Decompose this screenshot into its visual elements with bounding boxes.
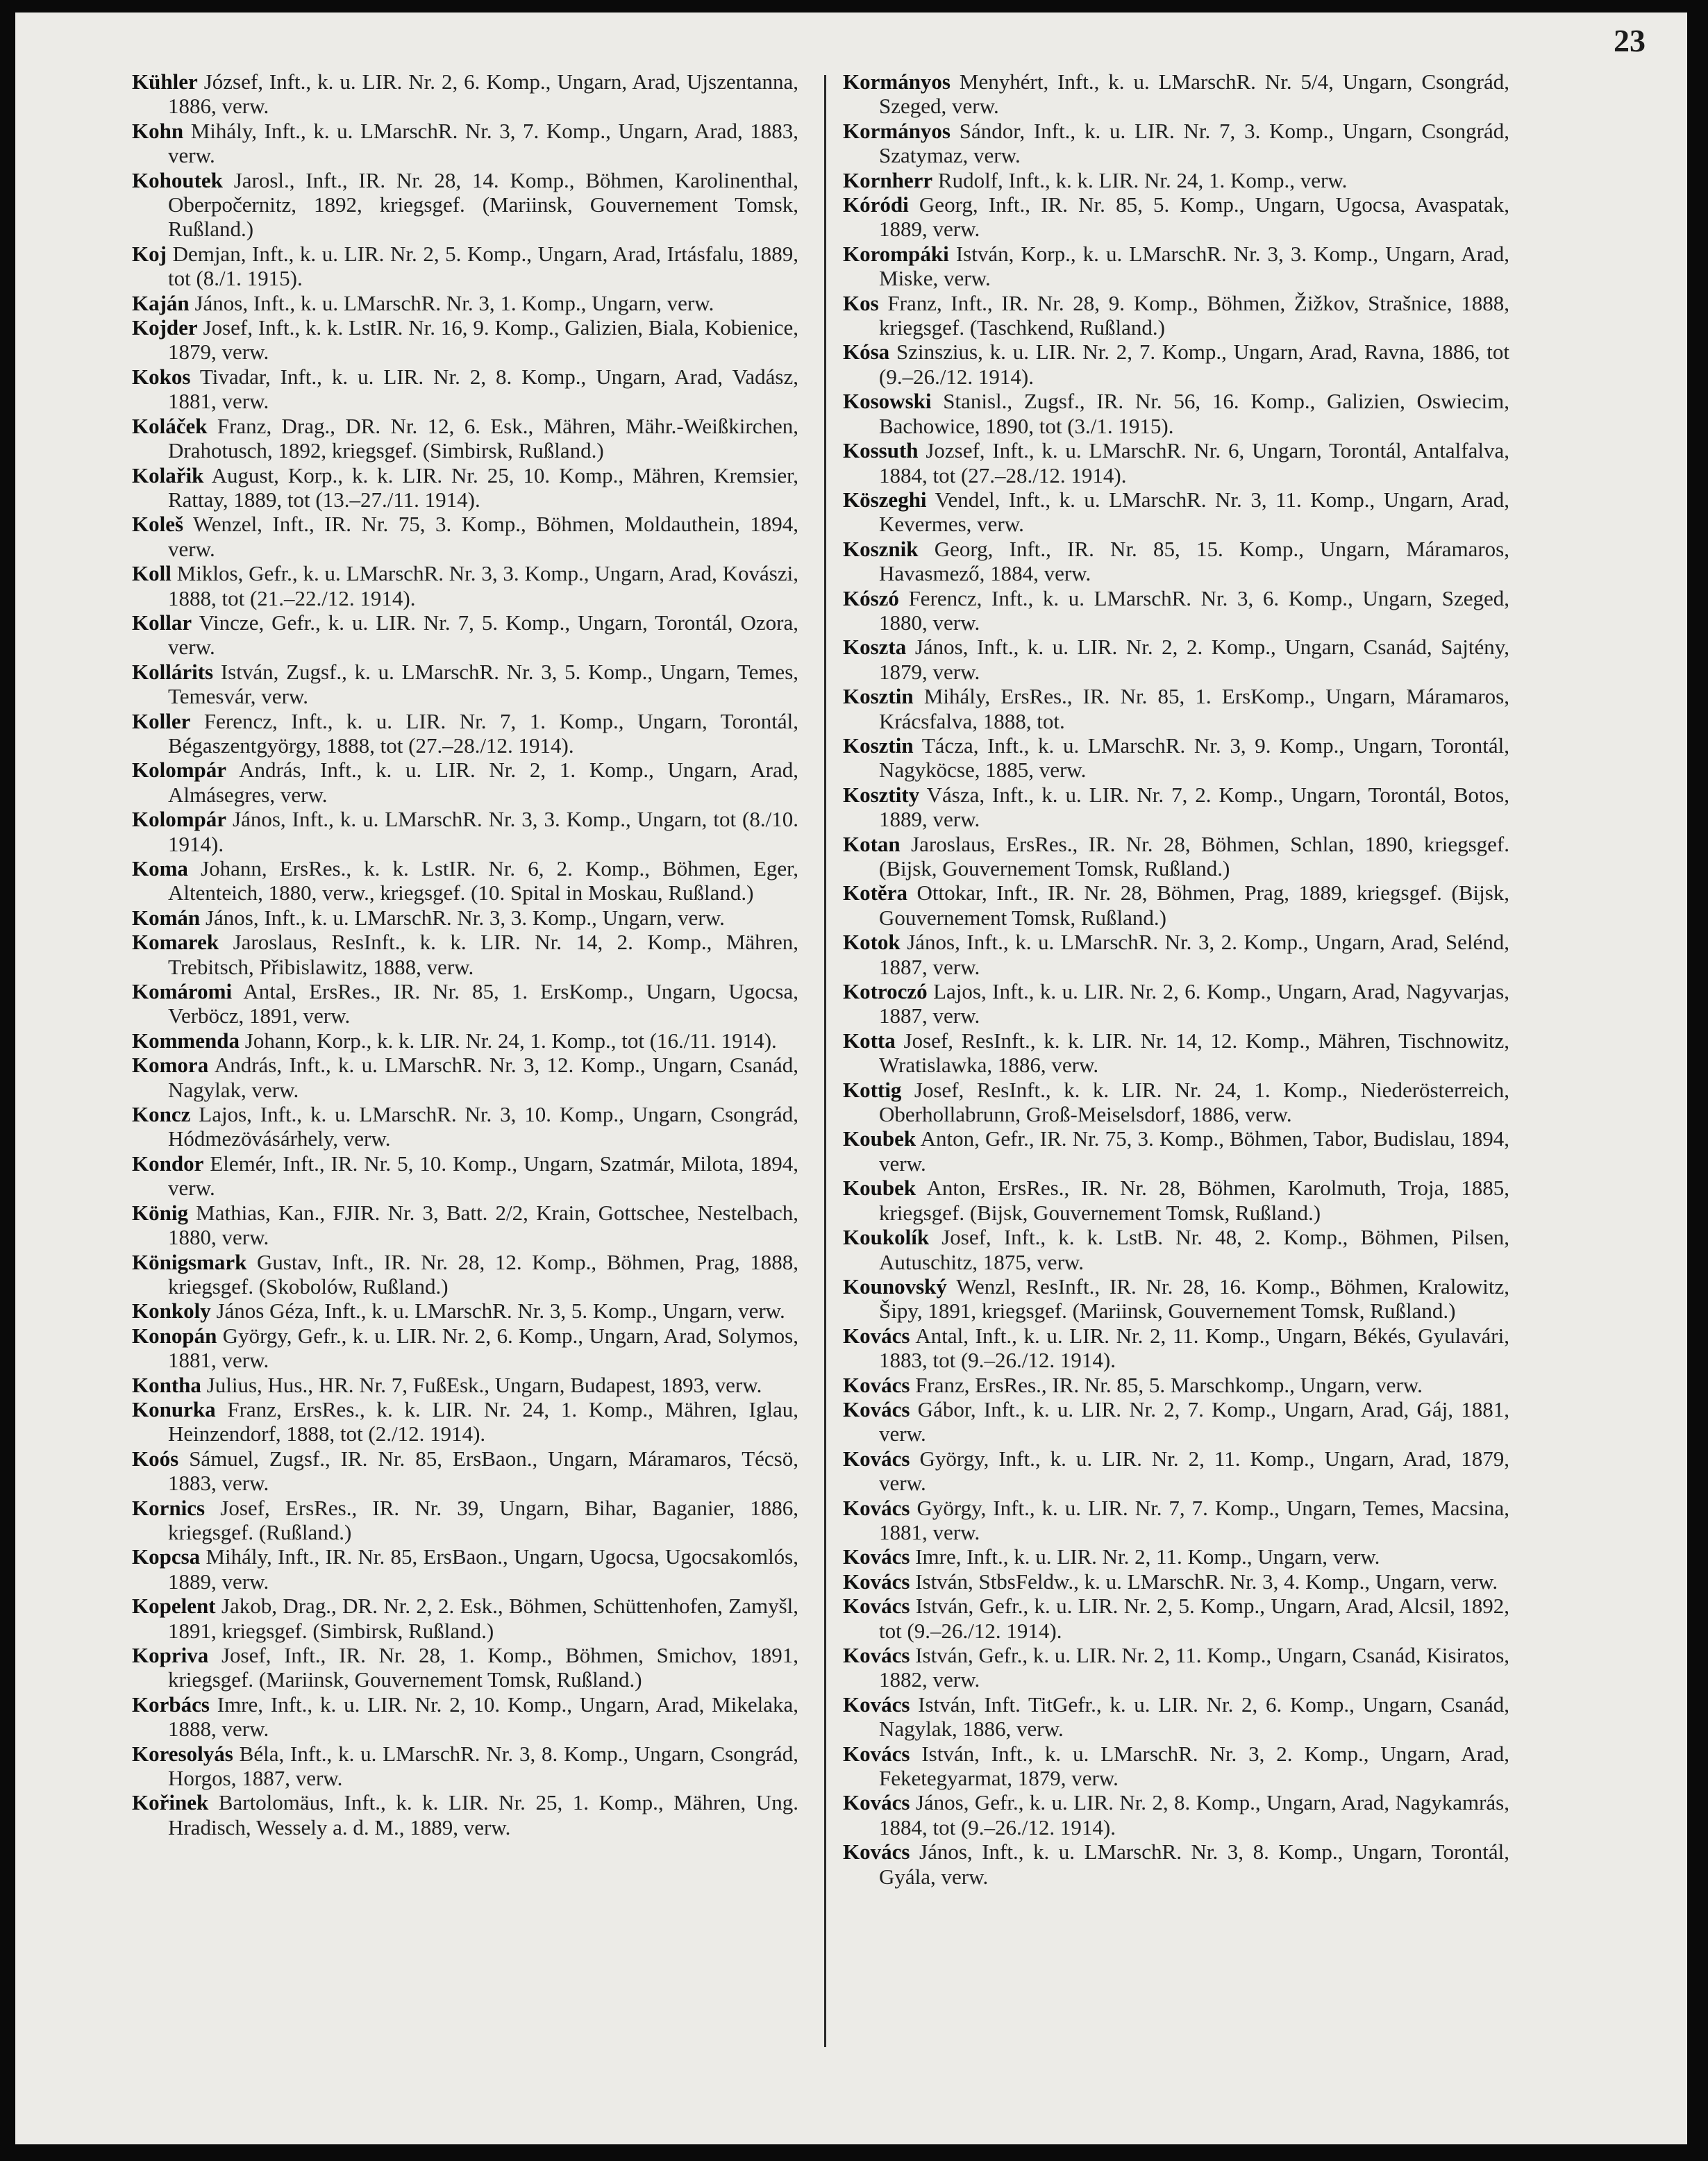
list-entry — [843, 1397, 1509, 1446]
entry-details: György, Inft., k. u. LIR. Nr. 7, 7. Komp., Ungarn, Temes, Macsina, 1881, verw. — [879, 1495, 1510, 1544]
entry-surname: Kovács — [843, 1569, 910, 1594]
entry-details: Tivadar, Inft., k. u. LIR. Nr. 2, 8. Komp., Ungarn, Arad, Vadász, 1881, verw. — [168, 364, 798, 414]
entry-surname: Kontha — [132, 1372, 201, 1397]
right-column — [843, 69, 1509, 1889]
entry-surname: Köszeghi — [843, 487, 927, 512]
list-entry — [132, 906, 798, 930]
list-entry — [843, 1790, 1509, 1839]
entry-surname: Kořinek — [132, 1790, 209, 1815]
entry-surname: Komán — [132, 905, 201, 930]
left-column — [132, 69, 798, 1839]
list-entry — [132, 1790, 798, 1839]
entry-details: István, Zugsf., k. u. LMarschR. Nr. 3, 5. Komp., Ungarn, Temes, Temesvár, verw. — [168, 659, 799, 709]
entry-surname: Komarek — [132, 930, 219, 955]
list-entry — [132, 709, 798, 758]
entry-surname: Kotok — [843, 930, 901, 955]
entry-details: János, Inft., k. u. LMarschR. Nr. 3, 2. Komp., Ungarn, Arad, Selénd, 1887, verw. — [879, 930, 1509, 979]
entry-surname: Kosztin — [843, 733, 914, 758]
list-entry — [132, 930, 798, 979]
entry-surname: Korompáki — [843, 241, 949, 266]
entry-details: Demjan, Inft., k. u. LIR. Nr. 2, 5. Komp., Ungarn, Arad, Irtásfalu, 1889, tot (8./1. 1915). — [168, 241, 799, 291]
list-entry — [132, 1496, 798, 1545]
entry-details: Franz, Inft., IR. Nr. 28, 9. Komp., Böhmen, Žižkov, Strašnice, 1888, kriegsgef. (Taschkend, Rußland.) — [879, 290, 1509, 340]
entry-surname: Kosztity — [843, 782, 920, 807]
entry-details: Mathias, Kan., FJIR. Nr. 3, Batt. 2/2, Krain, Gottschee, Nestelbach, 1880, verw. — [168, 1200, 799, 1250]
entry-surname: Kolařik — [132, 462, 204, 487]
entry-details: Imre, Inft., k. u. LIR. Nr. 2, 11. Komp., Ungarn, verw. — [915, 1544, 1380, 1569]
entry-surname: Kotta — [843, 1028, 896, 1053]
entry-surname: Kottig — [843, 1077, 902, 1102]
list-entry — [843, 635, 1509, 684]
list-entry — [132, 512, 798, 561]
entry-details: Szinszius, k. u. LIR. Nr. 2, 7. Komp., Ungarn, Arad, Ravna, 1886, tot (9.–26./12. 1914). — [879, 340, 1509, 389]
entry-surname: König — [132, 1200, 188, 1225]
entry-details: Josef, ResInft., k. k. LIR. Nr. 24, 1. Komp., Niederösterreich, Oberhollabrunn, Groß-Meiselsdorf, 1886, verw. — [879, 1077, 1509, 1127]
list-entry — [132, 1594, 798, 1643]
entry-surname: Koubek — [843, 1176, 916, 1201]
entry-details: János, Inft., k. u. LMarschR. Nr. 3, 1. Komp., Ungarn, verw. — [194, 290, 714, 315]
list-entry — [132, 1742, 798, 1791]
entry-surname: Kovács — [843, 1372, 910, 1397]
list-entry — [843, 537, 1509, 586]
entry-details: Mihály, Inft., k. u. LMarschR. Nr. 3, 7. Komp., Ungarn, Arad, 1883, verw. — [168, 118, 799, 168]
list-entry — [843, 832, 1509, 881]
list-entry — [132, 979, 798, 1028]
entry-surname: Komáromi — [132, 979, 233, 1004]
list-entry — [132, 561, 798, 610]
entry-details: Miklos, Gefr., k. u. LMarschR. Nr. 3, 3. Komp., Ungarn, Arad, Kovászi, 1888, tot (21.–22./12. 1914). — [168, 561, 798, 610]
list-entry — [132, 168, 798, 242]
entry-surname: Korbács — [132, 1692, 210, 1717]
entry-details: Ferencz, Inft., k. u. LMarschR. Nr. 3, 6. Komp., Ungarn, Szeged, 1880, verw. — [879, 585, 1509, 635]
list-entry — [843, 340, 1509, 389]
entry-surname: Kopelent — [132, 1594, 216, 1619]
entry-details: Elemér, Inft., IR. Nr. 5, 10. Komp., Ungarn, Szatmár, Milota, 1894, verw. — [168, 1151, 799, 1201]
entry-details: Rudolf, Inft., k. k. LIR. Nr. 24, 1. Komp., verw. — [937, 167, 1348, 192]
entry-details: Mihály, ErsRes., IR. Nr. 85, 1. ErsKomp., Ungarn, Máramaros, Krácsfalva, 1888, tot. — [879, 684, 1510, 733]
entry-surname: Kovács — [843, 1643, 910, 1667]
list-entry — [132, 856, 798, 906]
entry-surname: Kollar — [132, 610, 192, 635]
entry-details: Jaroslaus, ResInft., k. k. LIR. Nr. 14, 2. Komp., Mähren, Trebitsch, Přibislawitz, 1888, verw. — [168, 930, 799, 979]
entry-surname: Kondor — [132, 1151, 204, 1176]
list-entry — [132, 1053, 798, 1102]
entry-details: Antal, ErsRes., IR. Nr. 85, 1. ErsKomp., Ungarn, Ugocsa, Verböcz, 1891, verw. — [168, 979, 798, 1028]
entry-details: Sámuel, Zugsf., IR. Nr. 85, ErsBaon., Ungarn, Máramaros, Técsö, 1883, verw. — [168, 1446, 799, 1496]
entry-details: Bartolomäus, Inft., k. k. LIR. Nr. 25, 1. Komp., Mähren, Ung. Hradisch, Wessely a. d. M., 1889, verw. — [168, 1790, 798, 1839]
list-entry — [843, 1496, 1509, 1545]
entry-surname: Koll — [132, 561, 171, 586]
entry-details: Ferencz, Inft., k. u. LIR. Nr. 7, 1. Komp., Ungarn, Torontál, Bégaszentgyörgy, 1888, tot (27.–28./12. 1914). — [168, 708, 798, 758]
list-entry — [843, 1643, 1509, 1692]
entry-surname: Kovács — [843, 1446, 910, 1471]
entry-details: Vendel, Inft., k. u. LMarschR. Nr. 3, 11. Komp., Ungarn, Arad, Kevermes, verw. — [879, 487, 1509, 537]
list-entry — [132, 1324, 798, 1373]
list-entry — [132, 660, 798, 709]
list-entry — [132, 610, 798, 660]
entry-surname: Königsmark — [132, 1249, 247, 1274]
entry-details: György, Inft., k. u. LIR. Nr. 2, 11. Komp., Ungarn, Arad, 1879, verw. — [879, 1446, 1509, 1496]
list-entry — [843, 69, 1509, 119]
entry-surname: Kos — [843, 290, 879, 315]
entry-details: Franz, ErsRes., k. k. LIR. Nr. 24, 1. Komp., Mähren, Iglau, Heinzendorf, 1888, tot (2./12. 1914). — [168, 1396, 798, 1446]
list-entry — [132, 1250, 798, 1299]
list-entry — [132, 315, 798, 365]
list-entry — [132, 119, 798, 168]
list-entry — [132, 1201, 798, 1250]
entry-surname: Kokos — [132, 364, 191, 389]
list-entry — [843, 1373, 1509, 1397]
entry-surname: Kovács — [843, 1790, 910, 1815]
entry-surname: Kornics — [132, 1495, 206, 1520]
entry-details: Jozsef, Inft., k. u. LMarschR. Nr. 6, Ungarn, Torontál, Antalfalva, 1884, tot (27.–28./12. 1914). — [879, 438, 1509, 487]
column-divider — [824, 75, 826, 2047]
entry-surname: Konkoly — [132, 1299, 211, 1324]
list-entry — [843, 1544, 1509, 1569]
list-entry — [132, 69, 798, 119]
list-entry — [843, 168, 1509, 192]
list-entry — [132, 1373, 798, 1397]
entry-surname: Kovács — [843, 1544, 910, 1569]
entry-surname: Koós — [132, 1446, 179, 1471]
entry-surname: Kovács — [843, 1741, 910, 1766]
entry-details: Ottokar, Inft., IR. Nr. 28, Böhmen, Prag, 1889, kriegsgef. (Bijsk, Gouvernement Tomsk, Rußland.) — [879, 881, 1510, 930]
entry-surname: Koma — [132, 856, 188, 881]
entry-details: Béla, Inft., k. u. LMarschR. Nr. 3, 8. Komp., Ungarn, Csongrád, Horgos, 1887, verw. — [168, 1741, 799, 1791]
entry-surname: Kolompár — [132, 807, 227, 832]
entry-surname: Kaján — [132, 290, 190, 315]
entry-details: András, Inft., k. u. LMarschR. Nr. 3, 12. Komp., Ungarn, Csanád, Nagylak, verw. — [168, 1053, 798, 1102]
list-entry — [843, 1126, 1509, 1176]
list-entry — [843, 733, 1509, 783]
entry-surname: Kohoutek — [132, 167, 223, 192]
entry-surname: Koleš — [132, 512, 184, 537]
list-entry — [132, 1151, 798, 1201]
entry-details: Vásza, Inft., k. u. LIR. Nr. 7, 2. Komp., Ungarn, Torontál, Botos, 1889, verw. — [879, 782, 1509, 832]
entry-details: Josef, ResInft., k. k. LIR. Nr. 14, 12. Komp., Mähren, Tischnowitz, Wratislawka, 1886, verw. — [879, 1028, 1509, 1078]
entry-details: Stanisl., Zugsf., IR. Nr. 56, 16. Komp., Galizien, Oswiecim, Bachowice, 1890, tot (3./1. 1915). — [879, 389, 1509, 438]
entry-details: Johann, ErsRes., k. k. LstIR. Nr. 6, 2. Komp., Böhmen, Eger, Altenteich, 1880, verw., kriegsgef. (10. Spital in Moskau, Rußland.) — [168, 856, 799, 906]
list-entry — [843, 487, 1509, 537]
entry-details: István, Gefr., k. u. LIR. Nr. 2, 5. Komp., Ungarn, Arad, Alcsil, 1892, tot (9.–26./12. 1914). — [879, 1594, 1509, 1643]
list-entry — [843, 930, 1509, 979]
entry-details: Julius, Hus., HR. Nr. 7, FußEsk., Ungarn, Budapest, 1893, verw. — [206, 1372, 762, 1397]
list-entry — [132, 1544, 798, 1594]
entry-surname: Kornherr — [843, 167, 933, 192]
entry-surname: Kormányos — [843, 118, 951, 143]
list-entry — [843, 1028, 1509, 1078]
entry-details: János, Inft., k. u. LIR. Nr. 2, 2. Komp., Ungarn, Csanád, Sajtény, 1879, verw. — [879, 635, 1509, 684]
entry-surname: Kovács — [843, 1323, 910, 1348]
list-entry — [843, 389, 1509, 438]
list-entry — [132, 365, 798, 414]
entry-details: András, Inft., k. u. LIR. Nr. 2, 1. Komp., Ungarn, Arad, Almásegres, verw. — [168, 758, 798, 807]
entry-details: Tácza, Inft., k. u. LMarschR. Nr. 3, 9. Komp., Ungarn, Torontál, Nagyköcse, 1885, verw. — [879, 733, 1509, 783]
entry-surname: Kossuth — [843, 438, 919, 463]
entry-details: Lajos, Inft., k. u. LMarschR. Nr. 3, 10. Komp., Ungarn, Csongrád, Hódmezövásárhely, verw. — [168, 1102, 799, 1151]
entry-surname: Kóródi — [843, 192, 909, 217]
list-entry — [843, 783, 1509, 832]
entry-details: Mihály, Inft., IR. Nr. 85, ErsBaon., Ungarn, Ugocsa, Ugocsakomlós, 1889, verw. — [168, 1544, 798, 1594]
entry-surname: Kovács — [843, 1396, 910, 1421]
entry-details: Anton, Gefr., IR. Nr. 75, 3. Komp., Böhmen, Tabor, Budislau, 1894, verw. — [879, 1126, 1509, 1176]
entry-details: Anton, ErsRes., IR. Nr. 28, Böhmen, Karolmuth, Troja, 1885, kriegsgef. (Bijsk, Gouvernement Tomsk, Rußland.) — [879, 1176, 1509, 1225]
entry-surname: Koukolík — [843, 1225, 930, 1250]
entry-details: István, Gefr., k. u. LIR. Nr. 2, 11. Komp., Ungarn, Csanád, Kisiratos, 1882, verw. — [879, 1643, 1510, 1692]
entry-details: Gustav, Inft., IR. Nr. 28, 12. Komp., Böhmen, Prag, 1888, kriegsgef. (Skobolów, Rußland.) — [168, 1249, 798, 1299]
entry-surname: Koncz — [132, 1102, 191, 1127]
entry-details: Josef, ErsRes., IR. Nr. 39, Ungarn, Bihar, Baganier, 1886, kriegsgef. (Rußland.) — [168, 1495, 798, 1544]
entry-details: August, Korp., k. k. LIR. Nr. 25, 10. Komp., Mähren, Kremsier, Rattay, 1889, tot (13.–27./11. 1914). — [168, 462, 798, 512]
list-entry — [843, 1692, 1509, 1742]
entry-details: Wenzl, ResInft., IR. Nr. 28, 16. Komp., Böhmen, Kralowitz, Šipy, 1891, kriegsgef. (Mariinsk, Gouvernement Tomsk, Rußland.) — [879, 1274, 1509, 1324]
entry-details: Johann, Korp., k. k. LIR. Nr. 24, 1. Komp., tot (16./11. 1914). — [244, 1028, 777, 1053]
entry-details: János, Inft., k. u. LMarschR. Nr. 3, 8. Komp., Ungarn, Torontál, Gyála, verw. — [879, 1839, 1510, 1889]
list-entry — [132, 1643, 798, 1692]
list-entry — [843, 1324, 1509, 1373]
entry-surname: Kopcsa — [132, 1544, 201, 1569]
list-entry — [132, 1102, 798, 1151]
entry-surname: Kószó — [843, 585, 899, 610]
entry-surname: Kojder — [132, 315, 198, 340]
list-entry — [843, 242, 1509, 291]
list-entry — [132, 414, 798, 463]
list-entry — [843, 979, 1509, 1028]
entry-details: János, Inft., k. u. LMarschR. Nr. 3, 3. Komp., Ungarn, tot (8./10. 1914). — [168, 807, 798, 856]
entry-details: Jakob, Drag., DR. Nr. 2, 2. Esk., Böhmen, Schüttenhofen, Zamyšl, 1891, kriegsgef. (Simbirsk, Rußland.) — [168, 1594, 799, 1643]
entry-details: Georg, Inft., IR. Nr. 85, 5. Komp., Ungarn, Ugocsa, Avaspatak, 1889, verw. — [879, 192, 1509, 242]
list-entry — [132, 242, 798, 291]
entry-details: Menyhért, Inft., k. u. LMarschR. Nr. 5/4, Ungarn, Csongrád, Szeged, verw. — [879, 69, 1509, 119]
entry-details: Sándor, Inft., k. u. LIR. Nr. 7, 3. Komp., Ungarn, Csongrád, Szatymaz, verw. — [879, 118, 1510, 168]
entry-surname: Kolompár — [132, 758, 227, 783]
list-entry — [132, 758, 798, 807]
list-entry — [132, 1446, 798, 1496]
list-entry — [843, 192, 1509, 242]
entry-surname: Koubek — [843, 1126, 916, 1151]
list-entry — [843, 1274, 1509, 1324]
entry-surname: Kovács — [843, 1692, 910, 1717]
entry-surname: Kotroczó — [843, 979, 928, 1004]
entry-surname: Kósa — [843, 340, 890, 365]
list-entry — [132, 463, 798, 512]
document-page — [15, 12, 1687, 2144]
entry-surname: Kollárits — [132, 659, 214, 684]
entry-surname: Kohn — [132, 118, 184, 143]
entry-details: Antal, Inft., k. u. LIR. Nr. 2, 11. Komp., Ungarn, Békés, Gyulavári, 1883, tot (9.–26./12. 1914). — [879, 1323, 1509, 1373]
entry-surname: Kovács — [843, 1594, 910, 1619]
entry-surname: Kühler — [132, 69, 198, 94]
entry-details: Jarosl., Inft., IR. Nr. 28, 14. Komp., Böhmen, Karolinenthal, Oberpočernitz, 1892, kriegsgef. (Mariinsk, Gouvernement Tomsk, Rußland.) — [168, 167, 798, 242]
list-entry — [843, 1225, 1509, 1274]
entry-surname: Kosztin — [843, 684, 914, 709]
entry-details: József, Inft., k. u. LIR. Nr. 2, 6. Komp., Ungarn, Arad, Ujszentanna, 1886, verw. — [168, 69, 799, 119]
list-entry — [132, 1397, 798, 1446]
entry-details: Georg, Inft., IR. Nr. 85, 15. Komp., Ungarn, Máramaros, Havasmező, 1884, verw. — [879, 536, 1509, 586]
entry-surname: Kounovský — [843, 1274, 947, 1299]
entry-details: Franz, Drag., DR. Nr. 12, 6. Esk., Mähren, Mähr.-Weißkirchen, Drahotusch, 1892, kriegsgef. (Simbirsk, Rußland.) — [168, 413, 799, 463]
entry-surname: Koj — [132, 241, 167, 266]
entry-surname: Koller — [132, 708, 191, 733]
list-entry — [843, 1742, 1509, 1791]
list-entry — [843, 684, 1509, 733]
entry-details: Wenzel, Inft., IR. Nr. 75, 3. Komp., Böhmen, Moldauthein, 1894, verw. — [168, 512, 798, 561]
list-entry — [843, 438, 1509, 487]
entry-details: György, Gefr., k. u. LIR. Nr. 2, 6. Komp., Ungarn, Arad, Solymos, 1881, verw. — [168, 1323, 798, 1373]
entry-surname: Konopán — [132, 1323, 217, 1348]
entry-details: Gábor, Inft., k. u. LIR. Nr. 2, 7. Komp., Ungarn, Arad, Gáj, 1881, verw. — [879, 1396, 1510, 1446]
entry-surname: Kopriva — [132, 1643, 209, 1667]
list-entry — [132, 1299, 798, 1323]
list-entry — [843, 1569, 1509, 1594]
entry-surname: Kosowski — [843, 389, 932, 414]
list-entry — [843, 1078, 1509, 1127]
entry-surname: Kotěra — [843, 881, 907, 906]
entry-surname: Koszta — [843, 635, 907, 660]
entry-details: János, Gefr., k. u. LIR. Nr. 2, 8. Komp., Ungarn, Arad, Nagykamrás, 1884, tot (9.–26./12. 1914). — [879, 1790, 1509, 1839]
list-entry — [132, 1028, 798, 1053]
page-number: 23 — [1614, 23, 1646, 58]
list-entry — [132, 1692, 798, 1742]
entry-details: János Géza, Inft., k. u. LMarschR. Nr. 3, 5. Komp., Ungarn, verw. — [216, 1299, 785, 1324]
entry-surname: Kosznik — [843, 536, 919, 561]
entry-details: János, Inft., k. u. LMarschR. Nr. 3, 3. Komp., Ungarn, verw. — [205, 905, 725, 930]
list-entry — [843, 881, 1509, 930]
list-entry — [843, 291, 1509, 340]
entry-details: Imre, Inft., k. u. LIR. Nr. 2, 10. Komp., Ungarn, Arad, Mikelaka, 1888, verw. — [168, 1692, 799, 1742]
entry-details: Franz, ErsRes., IR. Nr. 85, 5. Marschkomp., Ungarn, verw. — [915, 1372, 1423, 1397]
entry-surname: Koláček — [132, 413, 208, 438]
entry-details: István, StbsFeldw., k. u. LMarschR. Nr. 3, 4. Komp., Ungarn, verw. — [915, 1569, 1498, 1594]
list-entry — [132, 291, 798, 315]
entry-surname: Kormányos — [843, 69, 951, 94]
list-entry — [843, 1594, 1509, 1643]
list-entry — [843, 1839, 1509, 1889]
entry-details: Josef, Inft., IR. Nr. 28, 1. Komp., Böhmen, Smichov, 1891, kriegsgef. (Mariinsk, Gouvernement Tomsk, Rußland.) — [168, 1643, 798, 1692]
list-entry — [843, 1176, 1509, 1225]
entry-details: Josef, Inft., k. k. LstIR. Nr. 16, 9. Komp., Galizien, Biala, Kobienice, 1879, verw. — [168, 315, 798, 365]
entry-details: István, Inft. TitGefr., k. u. LIR. Nr. 2, 6. Komp., Ungarn, Csanád, Nagylak, 1886, verw. — [879, 1692, 1510, 1742]
entry-details: Lajos, Inft., k. u. LIR. Nr. 2, 6. Komp., Ungarn, Arad, Nagyvarjas, 1887, verw. — [879, 979, 1509, 1028]
list-entry — [843, 119, 1509, 168]
entry-surname: Komora — [132, 1053, 209, 1078]
entry-details: Vincze, Gefr., k. u. LIR. Nr. 7, 5. Komp., Ungarn, Torontál, Ozora, verw. — [168, 610, 798, 660]
entry-surname: Kommenda — [132, 1028, 240, 1053]
entry-details: Josef, Inft., k. k. LstB. Nr. 48, 2. Komp., Böhmen, Pilsen, Autuschitz, 1875, verw. — [879, 1225, 1510, 1274]
entry-surname: Kotan — [843, 831, 901, 856]
entry-details: Jaroslaus, ErsRes., IR. Nr. 28, Böhmen, Schlan, 1890, kriegsgef. (Bijsk, Gouvernement Tomsk, Rußland.) — [879, 831, 1510, 881]
entry-details: István, Korp., k. u. LMarschR. Nr. 3, 3. Komp., Ungarn, Arad, Miske, verw. — [879, 241, 1510, 291]
list-entry — [132, 807, 798, 856]
entry-surname: Kovács — [843, 1495, 910, 1520]
entry-surname: Kovács — [843, 1839, 910, 1864]
entry-details: István, Inft., k. u. LMarschR. Nr. 3, 2. Komp., Ungarn, Arad, Feketegyarmat, 1879, verw. — [879, 1741, 1509, 1791]
entry-surname: Konurka — [132, 1396, 216, 1421]
list-entry — [843, 1446, 1509, 1496]
entry-surname: Koresolyás — [132, 1741, 233, 1766]
list-entry — [843, 586, 1509, 635]
